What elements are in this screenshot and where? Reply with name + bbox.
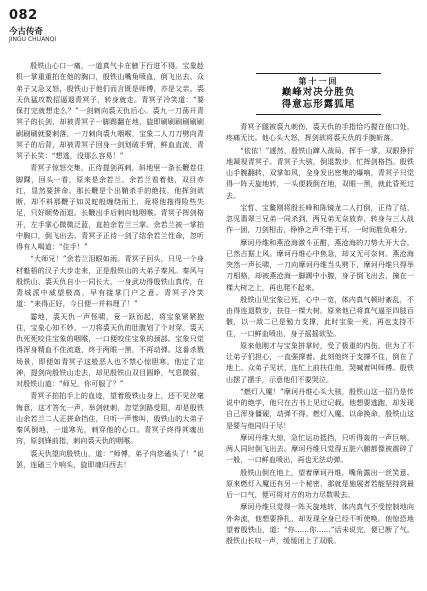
- paragraph: 殷铁山见宝象已死，心中一宽，体内真气顿时紊乱，不由得连退数步，扶住一棵大树。原来他已将真气逼至四肢百骸，以一敌二已是勉力支撑，此时宝象一死，再也支持不住，一口鲜血喷出，身子摇摇欲坠。: [226, 294, 414, 338]
- right-column: [226, 73, 414, 547]
- paragraph: “燃灯入魔！”摩诃丹维心头大骇，殷铁山这一招乃是传说中的绝学，他只在古书上见过记载。他想要逃跑，却发现自己浑身僵硬，动弹不得。燃灯入魔，以命换命，殷铁山这是要与他同归于尽！: [226, 386, 414, 430]
- paragraph: 青冥子惊怒交集，正待提剑再刺，斜地里一条长鞭卷住脚踝，回头一看，原来是余若兰。余若兰看着他，双目赤红，显然要拼命。那长鞭是个出鞘杀手的绝技，他挥剑欲断，却不料那鞭子如灵蛇般缠绕而上，竟将他拖得险些失足，只好顺势而退。长鞭出手后刺向他咽喉。青冥子挥剑格开，左手掌心微微泛蓝，直拍余若兰三掌。余若兰被一掌拍中胸口，倒飞出去。青冥子正待一剑了结余若兰性命，忽听得有人喝道：“住手！”: [16, 163, 204, 251]
- paragraph: 裘天仇望向殷铁山，道：“师傅，弟子向您磕头了！”说罢，连磕三个响头，旋即魂归西去！: [16, 448, 204, 469]
- left-column: [16, 60, 204, 471]
- publication-pinyin: JINGU CHUANQI: [9, 36, 57, 43]
- chapter-title-line-1: 巅峰对决分胜负: [281, 87, 356, 98]
- paragraph: 青冥子腿被裘九刺伤，裘天仇的手指恰巧握在他口处，疼痛无比。他心头大怒，挥剑欲将裘天仇的手腕斩落。: [226, 122, 414, 143]
- chapter-title-line-2: 得意忘形露狐尾: [281, 99, 356, 110]
- publication-title: 今古传奇: [9, 27, 44, 37]
- paragraph: 摩诃丹维只觉得一阵天旋地转，体内真气不受控制地向外奔流，他想要挣扎，却发现全身已经不听使唤。他惊恐地望着殷铁山，道：“你……你……”话未说完，便已断了气。殷铁山长叹一声，缓缓闭上了双眼。: [226, 502, 414, 545]
- paragraph: 青冥子拍拍手上的血迹，望着殷铁山身上，还不见丝毫悔意，这才答允一声，举剑就刺，忽觉剑路受阻，却是殷铁山余若兰二人正拼命挡住，只听一声惨叫，殷铁山的大弟子秦风倒地，一道寒光，刺穿他的心口。青冥子终得其魂出窍，原剑锋前指，刺向裘天仇的咽喉。: [16, 391, 204, 446]
- paragraph: 殷铁山倒在地上，望着摩诃丹维，嘴角露出一丝笑意。原来燃灯入魔还有另一个秘密，那就是施展者若能坚持到最后一口气，便可将对方的功力尽数吸去。: [226, 467, 414, 499]
- paragraph: “依依！”遽然，殷铁山蹿入战局，挥手一掌，双眼狰狞地凝视青冥子。青冥子大骇，倒退数步，忙挥剑格挡。殷铁山手腕翻转，双掌如风，全身发出密集的爆响，青冥子只觉得一阵天旋地转，一头便栽倒在地，双眼一黑，就此昏死过去。: [226, 145, 414, 200]
- paragraph: 摩诃丹维和燕沧海激斗正酣，燕沧海的刀势大开大合，已然占据上风。摩诃丹维心中焦急，却又无可奈何。燕沧海突然一声长啸，一刀向摩诃丹维当头劈下，摩诃丹维只得举刀相格，却被燕沧海一脚踢中小腹，身子倒飞出去，撞在一棵大树之上，再也爬不起来。: [226, 237, 414, 292]
- paragraph: 殷铁山心口一痛，一道真气卡在腋下行进不得。宝象趁机一掌重重拍在他的胸口，殷铁山嘴角喷血，倒飞出去。众弟子又急又怒，殷铁山于他们而言既是师傅，亦是父亲。裘天仇猛攻数招逼退青冥子，转身就走。青冥子冷笑道：“要保打完就想走么？”一剑刺向裘天仇后心。裘九一刀荡开青冥子的长剑，却被青冥子一脚踢翻在地，旋即刷刷刷刷刷刷刷刷刷就要刺落，一刀刺向裘九咽喉，宝象二人刀刀劈向青冥子的后背，却被青冥子回身一剑划破手臂，鲜血直流，青冥子长笑：“想逃，没那么容易！”: [16, 61, 204, 160]
- chapter-number: 第十一回: [298, 77, 339, 86]
- page-number: 082: [9, 8, 38, 23]
- paragraph: 原来他刚才与宝象拼掌时，受了极重的内伤，但为了不让弟子们担心，一直强撑着。此刻他终于支撑不住，倒在了地上。众弟子见状，连忙上前扶住他，哭喊着叫师傅。殷铁山摆了摆手，示意他们不要哭泣。: [226, 340, 414, 384]
- paragraph: 霎地，裘天仇一声怪啸，竟一跃而起，将宝象紧紧抱住，宝象心知不妙，一刀将裘天仇的肚腹划了个对穿。裘天仇死死咬住宝象的咽喉，一口便咬住宝象的颈部。宝象只觉得浑身精血不住流逝，终于两眼一黑，不再动弹。这番杀戮场景，即便如青冥子这般恶人也不禁心惊胆寒。他定了定神，提剑向殷铁山走去，却见殷铁山双目圆睁，气息微弱，对殷铁山道：“师兄，你可服了？”: [16, 311, 204, 388]
- paragraph: 宝哲、宝鳌刚将殷长峰和陈镜龙二人打倒，正待了结，忽见翡翠三兄弟一同杀到，两兄弟无奈放弃，转身与三人战作一团，刀剑相击，铮铮之声不绝于耳，一时间胜负难分。: [226, 202, 414, 235]
- paragraph: “大师兄！”余若兰泪眼如雨。青冥子回头，只见一个身材魁梧的汉子大步走来，正是殷铁山的大弟子秦风。秦风与殷铁山、裘天仇自小一同长大，一身武功得殷铁山真传，在青城派中威望极高，早有接掌门户之意。青冥子冷笑道：“来得正好，今日便一并料理了！”: [16, 254, 204, 309]
- chapter-heading: [256, 73, 381, 115]
- paragraph: 摩诃丹维大惊，急忙运功抵挡，只听得轰的一声巨响，两人同时倒飞出去。摩诃丹维只觉得五脏六腑都像被震碎了一般，一口鲜血喷出，再也无法动弹。: [226, 432, 414, 465]
